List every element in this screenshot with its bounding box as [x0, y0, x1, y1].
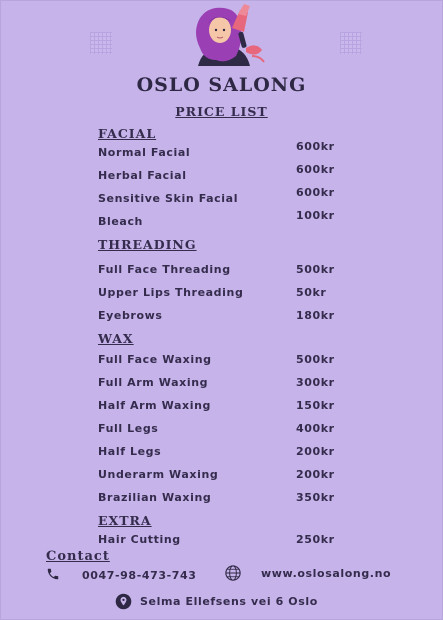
- service-name: Underarm Waxing: [98, 468, 219, 481]
- service-price: 500kr: [296, 353, 335, 366]
- service-price: 50kr: [296, 286, 327, 299]
- service-name: Normal Facial: [98, 146, 191, 159]
- contact-title: Contact: [46, 549, 110, 564]
- section-title-threading: THREADING: [98, 237, 197, 252]
- service-price: 400kr: [296, 422, 335, 435]
- service-price: 350kr: [296, 491, 335, 504]
- service-name: Full Face Waxing: [98, 353, 212, 366]
- service-name: Bleach: [98, 215, 143, 228]
- service-name: Hair Cutting: [98, 533, 181, 546]
- service-name: Sensitive Skin Facial: [98, 192, 239, 205]
- service-price: 300kr: [296, 376, 335, 389]
- service-price: 500kr: [296, 263, 335, 276]
- service-price: 150kr: [296, 399, 335, 412]
- section-title-extra: EXTRA: [98, 513, 152, 528]
- globe-icon: [224, 564, 242, 582]
- service-price: 600kr: [296, 140, 335, 153]
- service-price: 600kr: [296, 163, 335, 176]
- grid-decoration-right: [340, 32, 362, 54]
- section-title-wax: WAX: [98, 331, 134, 346]
- service-name: Eyebrows: [98, 309, 163, 322]
- service-price: 100kr: [296, 209, 335, 222]
- contact-address: Selma Ellefsens vei 6 Oslo: [140, 595, 318, 608]
- phone-icon: [46, 567, 60, 581]
- service-name: Full Legs: [98, 422, 159, 435]
- service-name: Brazilian Waxing: [98, 491, 212, 504]
- salon-name: OSLO SALONG: [136, 74, 307, 96]
- contact-phone: 0047-98-473-743: [82, 569, 197, 582]
- service-price: 250kr: [296, 533, 335, 546]
- service-name: Half Arm Waxing: [98, 399, 211, 412]
- service-name: Half Legs: [98, 445, 162, 458]
- service-price: 200kr: [296, 468, 335, 481]
- woman-hair-dryer-illustration: [186, 4, 268, 72]
- service-name: Full Arm Waxing: [98, 376, 209, 389]
- service-price: 180kr: [296, 309, 335, 322]
- grid-decoration-left: [90, 32, 112, 54]
- service-name: Upper Lips Threading: [98, 286, 244, 299]
- service-price: 600kr: [296, 186, 335, 199]
- contact-website[interactable]: www.oslosalong.no: [261, 567, 392, 580]
- section-title-facial: FACIAL: [98, 126, 157, 141]
- service-name: Herbal Facial: [98, 169, 187, 182]
- price-list-title: PRICE LIST: [175, 104, 268, 119]
- service-name: Full Face Threading: [98, 263, 231, 276]
- service-price: 200kr: [296, 445, 335, 458]
- location-pin-icon: [115, 593, 132, 610]
